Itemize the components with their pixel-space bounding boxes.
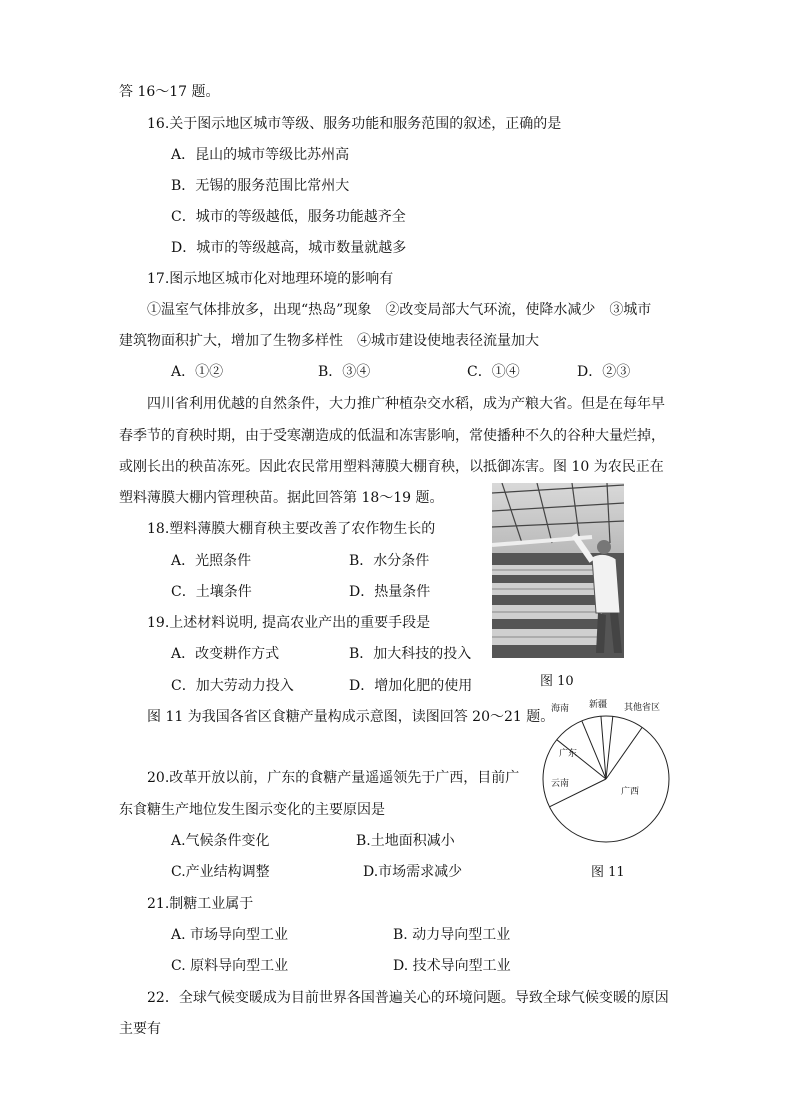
q17-option-a[interactable]: A．①② bbox=[171, 364, 224, 380]
q19-option-c[interactable]: C．加大劳动力投入 bbox=[171, 678, 294, 694]
q20-option-b[interactable]: B.土地面积减小 bbox=[356, 833, 455, 849]
q19-option-a[interactable]: A．改变耕作方式 bbox=[171, 646, 280, 662]
q20-option-c[interactable]: C.产业结构调整 bbox=[171, 864, 270, 880]
q17-option-c[interactable]: C．①④ bbox=[467, 364, 520, 380]
q19-option-d[interactable]: D．增加化肥的使用 bbox=[349, 678, 473, 694]
fig11-intro: 图 11 为我国各省区食糖产量构成示意图，读图回答 20～21 题。 bbox=[147, 709, 555, 725]
question-20: 20.改革开放以前，广东的食糖产量遥遥领先于广西，目前广 bbox=[147, 770, 520, 786]
pie-label-2: 广东 bbox=[558, 749, 578, 759]
question-16: 16.关于图示地区城市等级、服务功能和服务范围的叙述，正确的是 bbox=[147, 116, 562, 132]
question-17: 17.图示地区城市化对地理环境的影响有 bbox=[147, 271, 394, 287]
q18-option-c[interactable]: C．土壤条件 bbox=[171, 584, 252, 600]
q18-option-b[interactable]: B．水分条件 bbox=[349, 553, 430, 569]
question-22-cont: 主要有 bbox=[119, 1021, 161, 1037]
q16-option-b[interactable]: B．无锡的服务范围比常州大 bbox=[171, 178, 350, 194]
pie-label-4: 新疆 bbox=[588, 700, 608, 710]
q18-option-a[interactable]: A．光照条件 bbox=[171, 553, 252, 569]
question-21: 21.制糖工业属于 bbox=[147, 896, 254, 912]
question-20-cont: 东食糖生产地位发生图示变化的主要原因是 bbox=[119, 802, 385, 818]
question-22: 22．全球气候变暖成为目前世界各国普遍关心的环境问题。导致全球气候变暖的原因 bbox=[147, 990, 669, 1006]
q19-option-b[interactable]: B．加大科技的投入 bbox=[349, 646, 472, 662]
figure-11-caption: 图 11 bbox=[591, 865, 625, 880]
q20-option-d[interactable]: D.市场需求减少 bbox=[363, 864, 463, 880]
q17-option-b[interactable]: B．③④ bbox=[318, 364, 371, 380]
q16-option-d[interactable]: D．城市的等级越高，城市数量就越多 bbox=[171, 240, 407, 256]
greenhouse-photo bbox=[492, 483, 624, 658]
question-19: 19.上述材料说明, 提高农业产出的重要手段是 bbox=[147, 615, 431, 631]
q21-option-c[interactable]: C. 原料导向型工业 bbox=[171, 958, 289, 974]
q21-option-b[interactable]: B. 动力导向型工业 bbox=[393, 927, 511, 943]
q21-option-d[interactable]: D. 技术导向型工业 bbox=[393, 958, 511, 974]
passage-line-3: 或刚长出的秧苗冻死。因此农民常用塑料薄膜大棚育秧，以抵御冻害。图 10 为农民正在 bbox=[119, 459, 664, 475]
pie-label-0: 广西 bbox=[620, 787, 640, 797]
figure-10-caption: 图 10 bbox=[540, 674, 574, 689]
passage-line-2: 春季节的育秧时期，由于受寒潮造成的低温和冻害影响，常使播种不久的谷种大量烂掉， bbox=[119, 428, 665, 444]
pie-label-1: 云南 bbox=[550, 779, 570, 789]
q21-option-a[interactable]: A. 市场导向型工业 bbox=[171, 927, 289, 943]
q20-option-a[interactable]: A.气候条件变化 bbox=[171, 833, 270, 849]
q16-option-c[interactable]: C．城市的等级越低，服务功能越齐全 bbox=[171, 209, 406, 225]
q17-option-d[interactable]: D．②③ bbox=[577, 364, 631, 380]
question-18: 18.塑料薄膜大棚育秧主要改善了农作物生长的 bbox=[147, 521, 436, 537]
sugar-production-pie-chart bbox=[538, 694, 678, 854]
intro-tail: 答 16～17 题。 bbox=[119, 84, 220, 100]
q17-statements-2: 建筑物面积扩大，增加了生物多样性 ④城市建设使地表径流量加大 bbox=[119, 333, 539, 349]
passage-line-4: 塑料薄膜大棚内管理秧苗。据此回答第 18～19 题。 bbox=[119, 490, 444, 506]
passage-line-1: 四川省利用优越的自然条件，大力推广种植杂交水稻，成为产粮大省。但是在每年早 bbox=[147, 396, 665, 412]
q16-option-a[interactable]: A．昆山的城市等级比苏州高 bbox=[171, 147, 350, 163]
q18-option-d[interactable]: D．热量条件 bbox=[349, 584, 431, 600]
pie-label-3: 海南 bbox=[550, 704, 570, 714]
q17-statements-1: ①温室气体排放多，出现“热岛”现象 ②改变局部大气环流，使降水减少 ③城市 bbox=[147, 302, 652, 318]
pie-label-5: 其他省区 bbox=[623, 703, 661, 713]
